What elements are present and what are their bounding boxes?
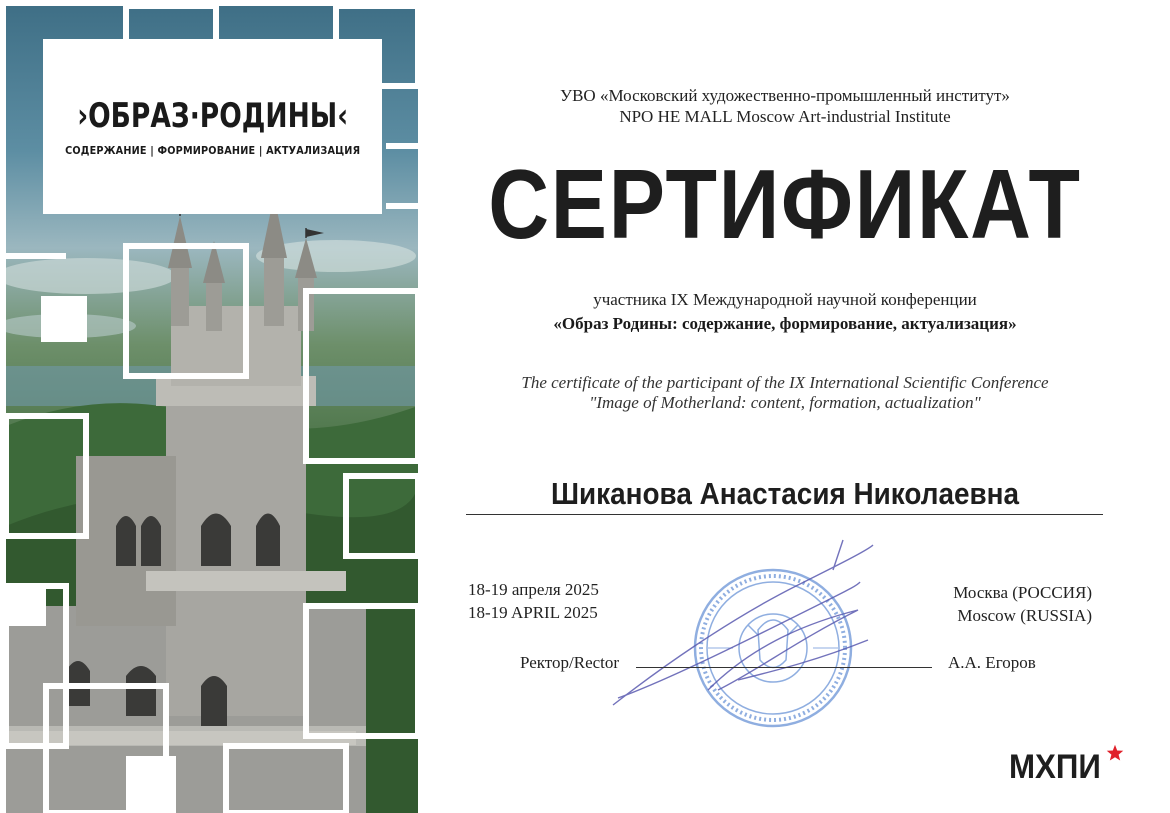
certificate-title: СЕРТИФИКАТ xyxy=(488,149,1082,259)
signature-line xyxy=(636,667,932,668)
certificate-content xyxy=(418,0,1170,813)
conference-name-ru: «Образ Родины: содержание, формирование, актуализация» xyxy=(553,314,1017,333)
rector-label: Ректор/Rector xyxy=(520,653,620,672)
conference-logo xyxy=(43,39,382,214)
event-city-en: Moscow (RUSSIA) xyxy=(957,606,1092,625)
red-star-icon xyxy=(1106,744,1124,762)
recipient-underline xyxy=(466,514,1103,515)
brand-logo-text: МХПИ xyxy=(1009,748,1101,786)
event-date-ru: 18-19 апреля 2025 xyxy=(468,580,599,599)
official-stamp-and-signature xyxy=(598,530,898,730)
participant-text-en: The certificate of the participant of the IX International Scientific Conference xyxy=(521,373,1049,392)
recipient-name: Шиканова Анастасия Николаевна xyxy=(550,476,1020,511)
conference-name-en: "Image of Motherland: content, formation, actualization" xyxy=(589,393,981,412)
castle-photo-panel xyxy=(6,6,418,813)
rector-name: А.А. Егоров xyxy=(948,653,1036,672)
organization-name-en: NPO HE MALL Moscow Art-industrial Institute xyxy=(619,107,951,126)
organization-name-ru: УВО «Московский художественно-промышленный институт» xyxy=(560,86,1010,105)
participant-text-ru: участника IX Международной научной конференции xyxy=(593,290,977,309)
event-city-ru: Москва (РОССИЯ) xyxy=(953,583,1092,602)
logo-subtitle: СОДЕРЖАНИЕ | ФОРМИРОВАНИЕ | АКТУАЛИЗАЦИЯ xyxy=(64,144,361,157)
logo-title: ›ОБРАЗ·РОДИНЫ‹ xyxy=(77,96,348,136)
event-date-en: 18-19 APRIL 2025 xyxy=(468,603,598,622)
